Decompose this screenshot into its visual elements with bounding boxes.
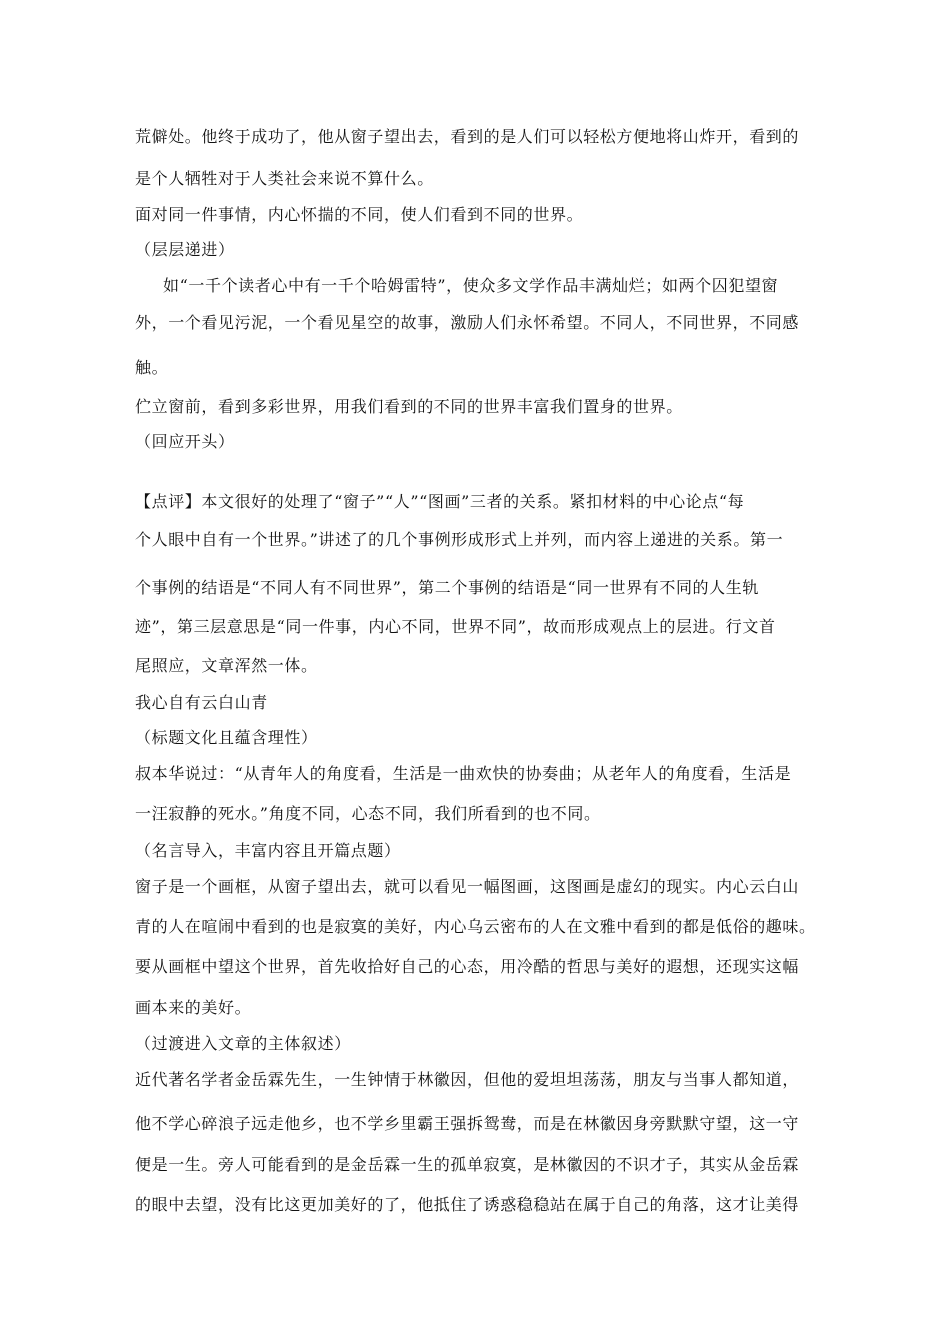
text-line: 窗子是一个画框，从窗子望出去，就可以看见一幅图画，这图画是虚幻的现实。内心云白山 — [135, 877, 800, 896]
text-line: 画本来的美好。 — [135, 998, 252, 1017]
commentary-line: 尾照应，文章浑然一体。 — [135, 656, 318, 675]
text-line: 便是一生。旁人可能看到的是金岳霖一生的孤单寂寞，是林徽因的不识才子，其实从金岳霖 — [135, 1155, 800, 1174]
commentary-line: 【点评】本文很好的处理了“窗子”“人”“图画”三者的关系。紧扣材料的中心论点“每 — [135, 492, 745, 511]
essay-title: 我心自有云白山青 — [135, 693, 268, 712]
commentary-line: 个事例的结语是“不同人有不同世界”，第二个事例的结语是“同一世界有不同的人生轨 — [135, 578, 759, 597]
text-line: 要从画框中望这个世界，首先收拾好自己的心态，用冷酷的哲思与美好的遐想，还现实这幅 — [135, 957, 800, 976]
annotation-line: （回应开头） — [135, 432, 235, 451]
text-line: 面对同一件事情，内心怀揣的不同，使人们看到不同的世界。 — [135, 205, 584, 224]
annotation-line: （层层递进） — [135, 240, 235, 259]
text-line: 青的人在喧闹中看到的也是寂寞的美好，内心乌云密布的人在文雅中看到的都是低俗的趣味。 — [135, 917, 816, 936]
text-line: 荒僻处。他终于成功了，他从窗子望出去，看到的是人们可以轻松方便地将山炸开，看到的 — [135, 127, 800, 146]
text-line: 一汪寂静的死水。”角度不同，心态不同，我们所看到的也不同。 — [135, 804, 601, 823]
commentary-line: 迹”，第三层意思是“同一件事，内心不同，世界不同”，故而形成观点上的层进。行文首 — [135, 617, 776, 636]
annotation-line: （标题文化且蕴含理性） — [135, 728, 318, 747]
text-line: 外，一个看见污泥，一个看见星空的故事，激励人们永怀希望。不同人，不同世界，不同感 — [135, 313, 800, 332]
text-line: 他不学心碎浪子远走他乡，也不学乡里霸王强拆鸳鸯，而是在林徽因身旁默默守望，这一守 — [135, 1114, 800, 1133]
commentary-line: 个人眼中自有一个世界。”讲述了的几个事例形成形式上并列，而内容上递进的关系。第一 — [135, 530, 784, 549]
text-line: 近代著名学者金岳霖先生，一生钟情于林徽因，但他的爱坦坦荡荡，朋友与当事人都知道， — [135, 1070, 800, 1089]
text-line: 触。 — [135, 358, 169, 377]
text-line: 是个人牺牲对于人类社会来说不算什么。 — [135, 169, 434, 188]
annotation-line: （过渡进入文章的主体叙述） — [135, 1034, 351, 1053]
annotation-line: （名言导入，丰富内容且开篇点题） — [135, 841, 401, 860]
text-line: 伫立窗前，看到多彩世界，用我们看到的不同的世界丰富我们置身的世界。 — [135, 397, 683, 416]
text-line: 的眼中去望，没有比这更加美好的了，他抵住了诱惑稳稳站在属于自己的角落，这才让美得 — [135, 1195, 800, 1214]
text-line: 如“一千个读者心中有一千个哈姆雷特”，使众多文学作品丰满灿烂；如两个囚犯望窗 — [163, 276, 779, 295]
text-line: 叔本华说过：“从青年人的角度看，生活是一曲欢快的协奏曲；从老年人的角度看，生活是 — [135, 764, 792, 783]
